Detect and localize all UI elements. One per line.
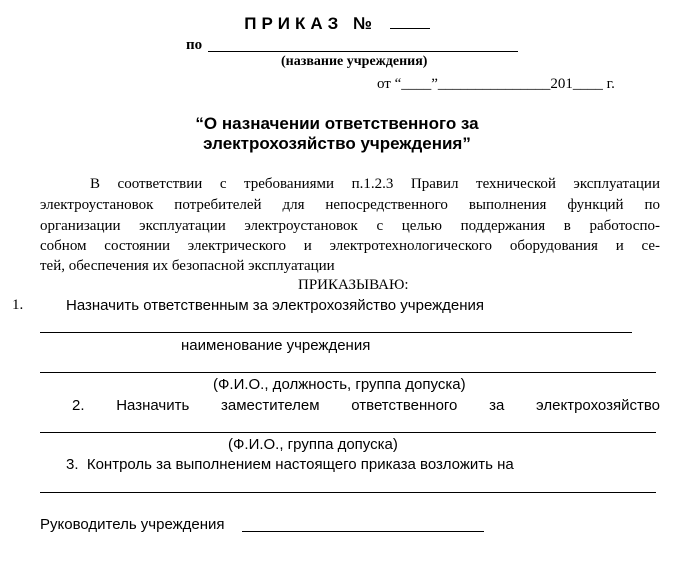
institution-name-line xyxy=(208,51,518,52)
item-1-fio-line xyxy=(40,372,656,373)
item-2-fill-line xyxy=(40,432,656,433)
item-3-text: 3. Контроль за выполнением настоящего приказа возложить на xyxy=(66,456,514,473)
item-2-text xyxy=(72,397,660,414)
institution-hint: (название учреждения) xyxy=(281,54,428,69)
item-1-hint-2: (Ф.И.О., должность, группа допуска) xyxy=(213,376,466,393)
signature-label: Руководитель учреждения xyxy=(40,516,225,533)
title-word: ПРИКАЗ xyxy=(244,14,344,33)
date-line: от “____”_______________201____ г. xyxy=(377,76,615,92)
preamble-line-3: организации эксплуатации электроустановок с целью поддержания в работоспо- xyxy=(40,218,660,234)
item-2-word-1: Назначить xyxy=(116,397,190,414)
signature-line xyxy=(242,531,484,532)
item-2-hint: (Ф.И.О., группа допуска) xyxy=(228,436,398,453)
item-1-text: Назначить ответственным за электрохозяйство учреждения xyxy=(66,297,485,314)
heading-line-2: электрохозяйство учреждения” xyxy=(203,134,471,153)
item-1-number: 1. xyxy=(12,297,24,313)
item-1-fill-line xyxy=(40,332,632,333)
item-2-word-4: за xyxy=(489,397,505,414)
heading-line-1: “О назначении ответственного за xyxy=(195,114,479,133)
item-2-word-5: электрохозяйство xyxy=(536,397,660,414)
order-word: ПРИКАЗЫВАЮ: xyxy=(298,277,409,293)
item-1-hint: наименование учреждения xyxy=(181,337,371,354)
item-2-number: 2. xyxy=(72,397,85,414)
title-number-sign: № xyxy=(353,14,375,33)
preamble-line-5: тей, обеспечения их безопасной эксплуатации xyxy=(40,258,335,274)
order-number-blank xyxy=(390,14,430,29)
document-title xyxy=(0,14,674,34)
item-3-fill-line xyxy=(40,492,656,493)
item-2-word-3: ответственного xyxy=(351,397,458,414)
preamble-line-2: электроустановок потребителей для непосредственного выполнения функций по xyxy=(40,197,660,213)
preamble-line-1: В соответствии с требованиями п.1.2.3 Правил технической эксплуатации xyxy=(90,176,660,192)
po-label: по xyxy=(186,37,203,53)
preamble-line-4: собном состоянии электрического и электротехнологического оборудования и се- xyxy=(40,238,660,254)
item-2-word-2: заместителем xyxy=(220,397,320,414)
